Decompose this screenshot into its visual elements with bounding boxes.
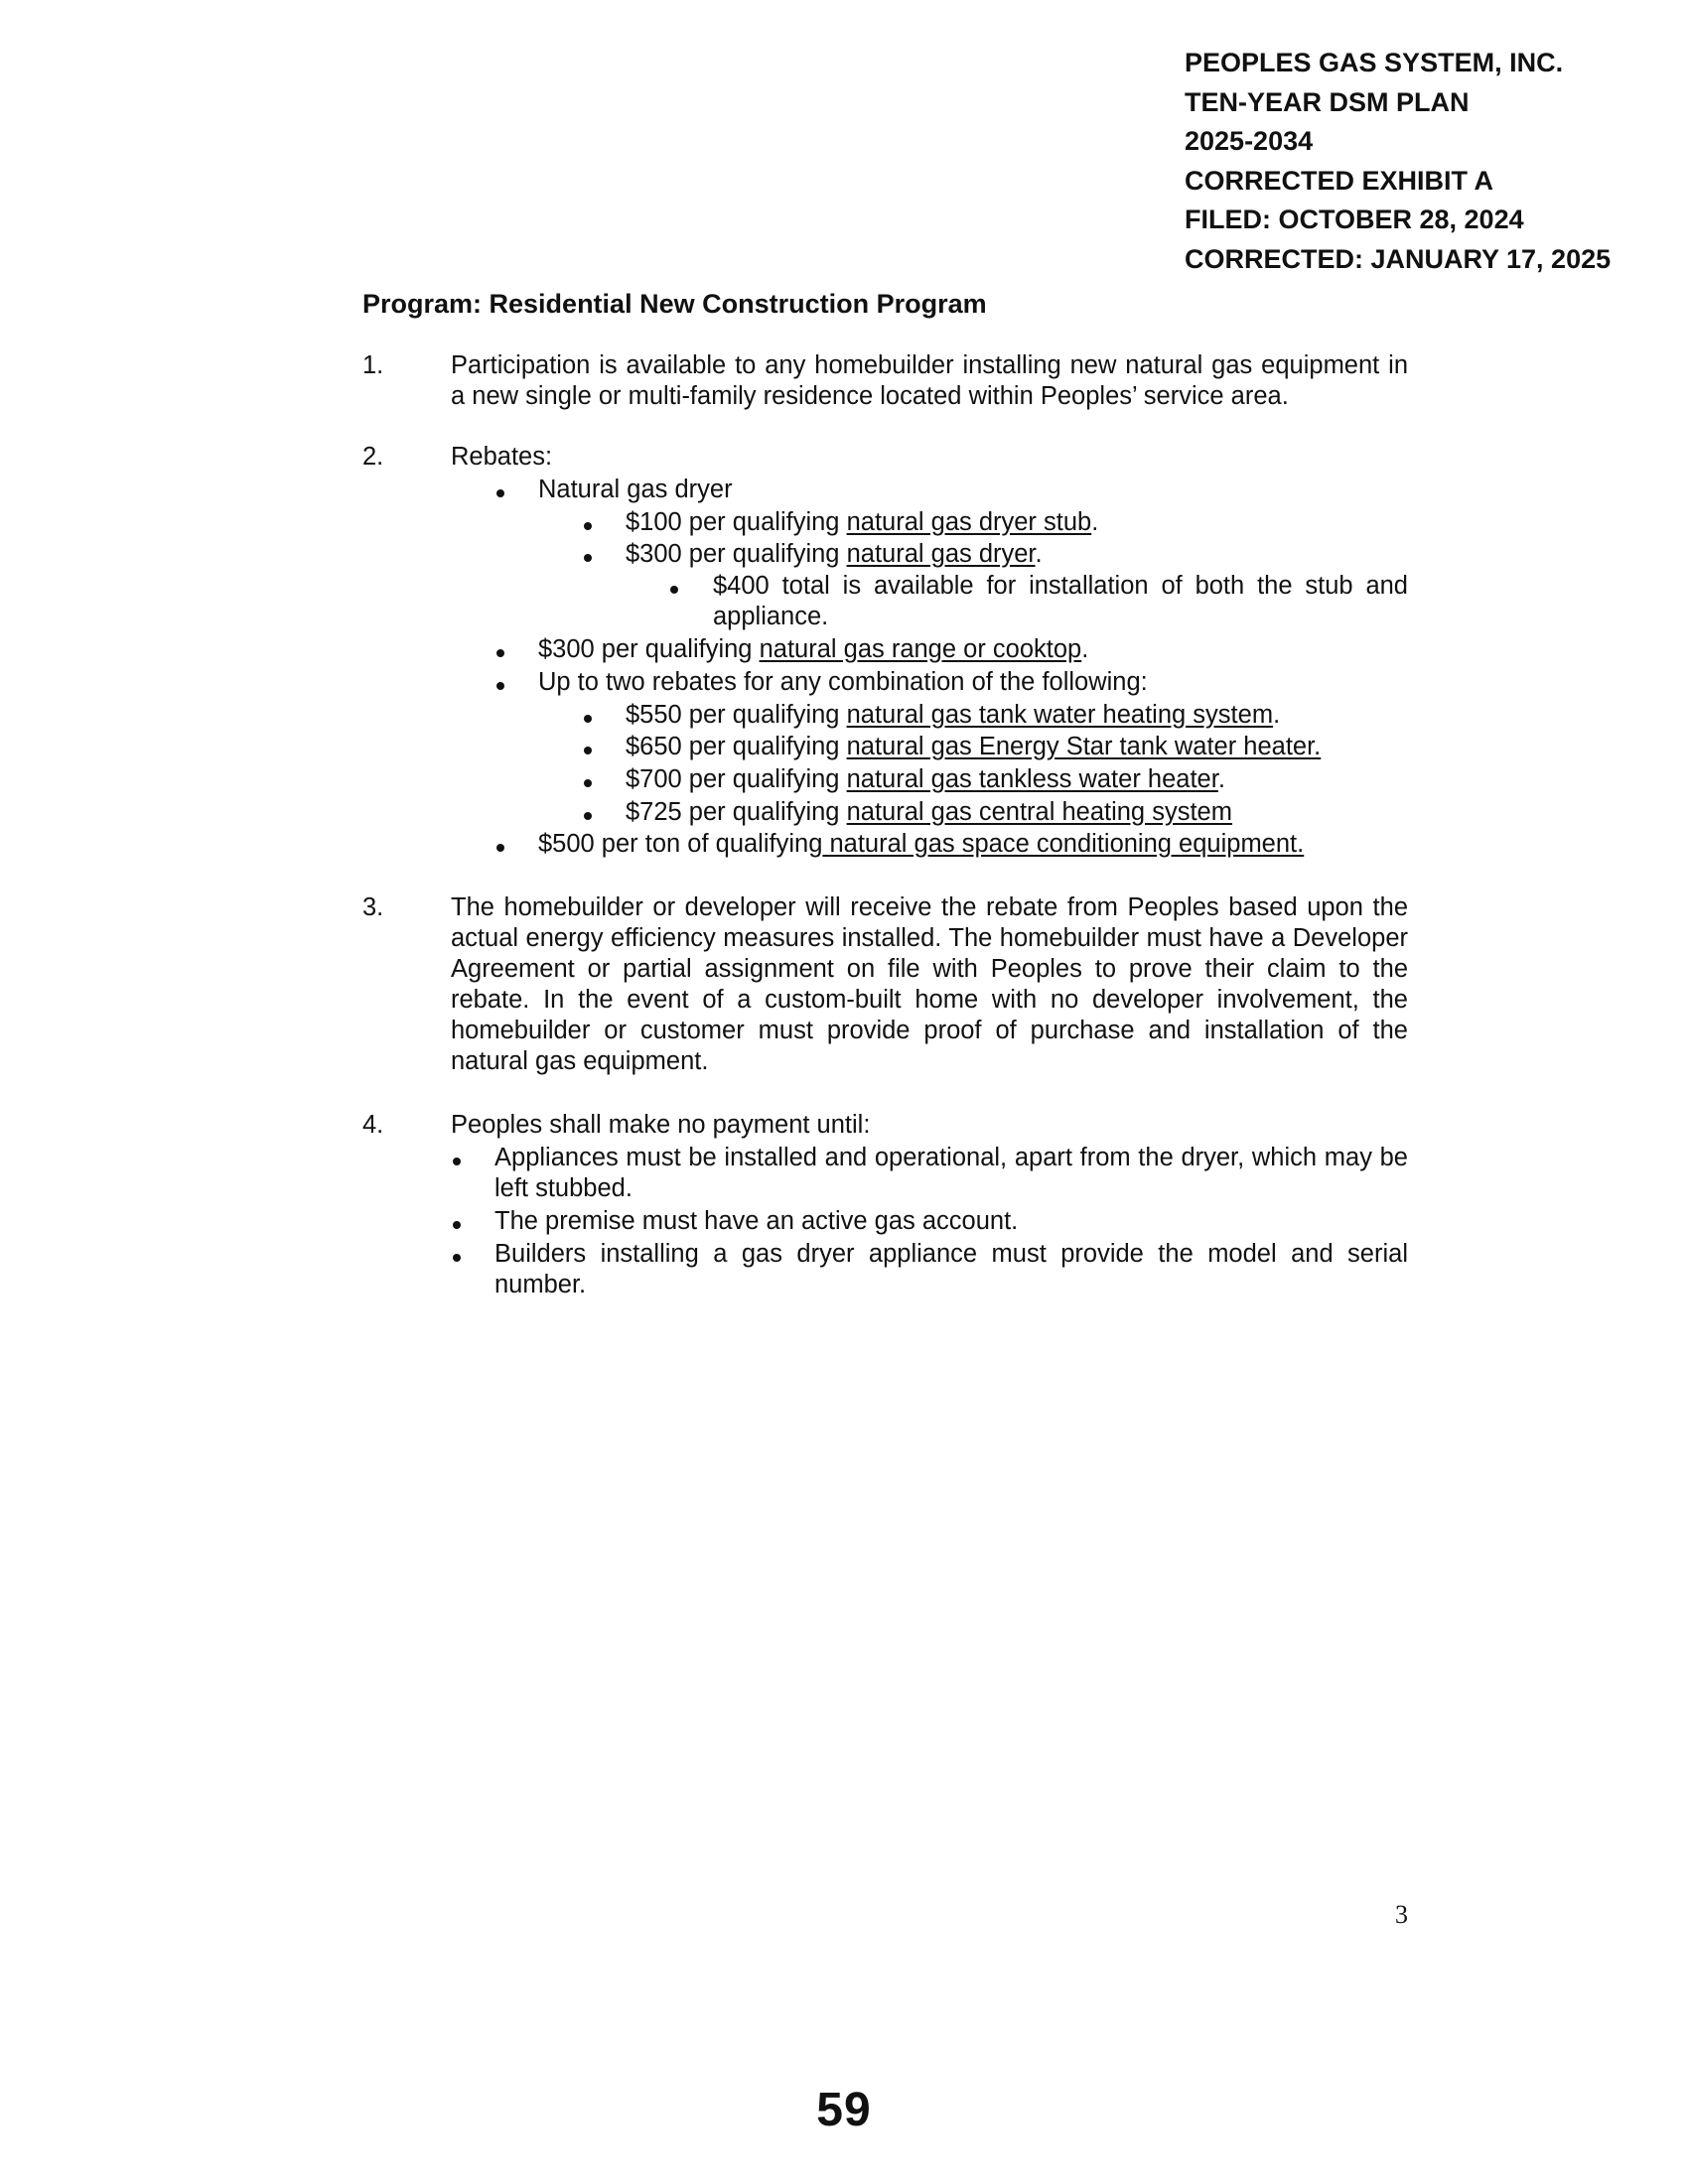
combo-heading: Up to two rebates for any combination of the following: [538, 668, 1148, 696]
header-filed: FILED: OCTOBER 28, 2024 [1185, 205, 1524, 234]
tank-link-text: natural gas tank water heating system [846, 701, 1274, 729]
bullet-icon [496, 682, 504, 690]
payment-condition-3: Builders installing a gas dryer appliance must provide the model and serial number. [494, 1240, 1408, 1298]
rebates-label: Rebates: [451, 443, 553, 471]
tankless-link-text: natural gas tankless water heater [846, 765, 1218, 793]
item-2-number: 2. [362, 443, 384, 471]
rebate-tankless: $700 per qualifying natural gas tankless water heater. [626, 765, 1225, 793]
bullet-icon [584, 715, 592, 723]
bullet-icon [584, 747, 592, 754]
rebate-range: $300 per qualifying natural gas range or cooktop. [538, 635, 1089, 663]
item-3-text: The homebuilder or developer will receive the rebate from Peoples based upon the actual energy efficiency measures installed. The homebuilder must have a Developer Agreement or partial assignment on file with Peoples to prove their claim to the rebate. In the event of a custom-built home with no developer involvement, the homebuilder or customer must provide proof of purchase and installation of the natural gas equipment. [451, 893, 1408, 1075]
rebate-dryer: $300 per qualifying natural gas dryer. [626, 540, 1043, 568]
payment-condition-2: The premise must have an active gas account. [494, 1207, 1019, 1235]
bullet-icon [584, 779, 592, 787]
rebate-both-total: $400 total is available for installation of both the stub and appliance. [713, 572, 1408, 630]
rebate-energy-star: $650 per qualifying natural gas Energy Star tank water heater. [626, 733, 1322, 760]
item-3-number: 3. [362, 893, 384, 921]
document-header [1185, 44, 1611, 279]
bullet-icon [584, 522, 592, 530]
bullet-icon [453, 1254, 461, 1262]
bullet-icon [584, 554, 592, 562]
rebate-dryer-stub: $100 per qualifying natural gas dryer stub. [626, 508, 1099, 536]
bullet-icon [496, 649, 504, 657]
item-4-text: Peoples shall make no payment until: [451, 1111, 871, 1139]
energy-star-link-text: natural gas Energy Star tank water heater. [846, 733, 1322, 760]
dryer-stub-link-text: natural gas dryer stub [846, 508, 1092, 536]
header-plan: TEN-YEAR DSM PLAN [1185, 86, 1470, 117]
bullet-icon [453, 1158, 461, 1165]
bullet-icon [584, 812, 592, 820]
dryer-link-text: natural gas dryer [846, 540, 1036, 568]
header-exhibit: CORRECTED EXHIBIT A [1185, 165, 1494, 196]
program-title: Program: Residential New Construction Program [362, 289, 987, 319]
rebate-central-heating: $725 per qualifying natural gas central heating system [626, 798, 1232, 826]
rebate-tank: $550 per qualifying natural gas tank water heating system. [626, 701, 1281, 729]
page-number: 3 [1395, 1900, 1408, 1929]
item-1-number: 1. [362, 351, 384, 379]
header-company: PEOPLES GAS SYSTEM, INC. [1185, 48, 1564, 77]
header-years: 2025-2034 [1185, 126, 1314, 156]
item-1-text: Participation is available to any homebuilder installing new natural gas equipment in a new single or multi-family residence located within Peoples’ service area. [451, 351, 1408, 410]
range-link-text: natural gas range or cooktop [759, 635, 1082, 663]
header-corrected: CORRECTED: JANUARY 17, 2025 [1185, 243, 1612, 274]
rebate-space-conditioning: $500 per ton of qualifying natural gas space conditioning equipment. [538, 830, 1305, 858]
dryer-heading: Natural gas dryer [538, 476, 733, 503]
central-heating-link-text: natural gas central heating system [846, 798, 1232, 826]
bates-number: 59 [816, 2084, 872, 2136]
item-4-number: 4. [362, 1111, 384, 1139]
bullet-icon [496, 489, 504, 497]
bullet-icon [496, 844, 504, 852]
bullet-icon [453, 1221, 461, 1229]
payment-condition-1: Appliances must be installed and operational, apart from the dryer, which may be left stubbed. [494, 1144, 1408, 1202]
space-conditioning-link-text: natural gas space conditioning equipment. [822, 830, 1305, 858]
bullet-icon [670, 586, 678, 594]
